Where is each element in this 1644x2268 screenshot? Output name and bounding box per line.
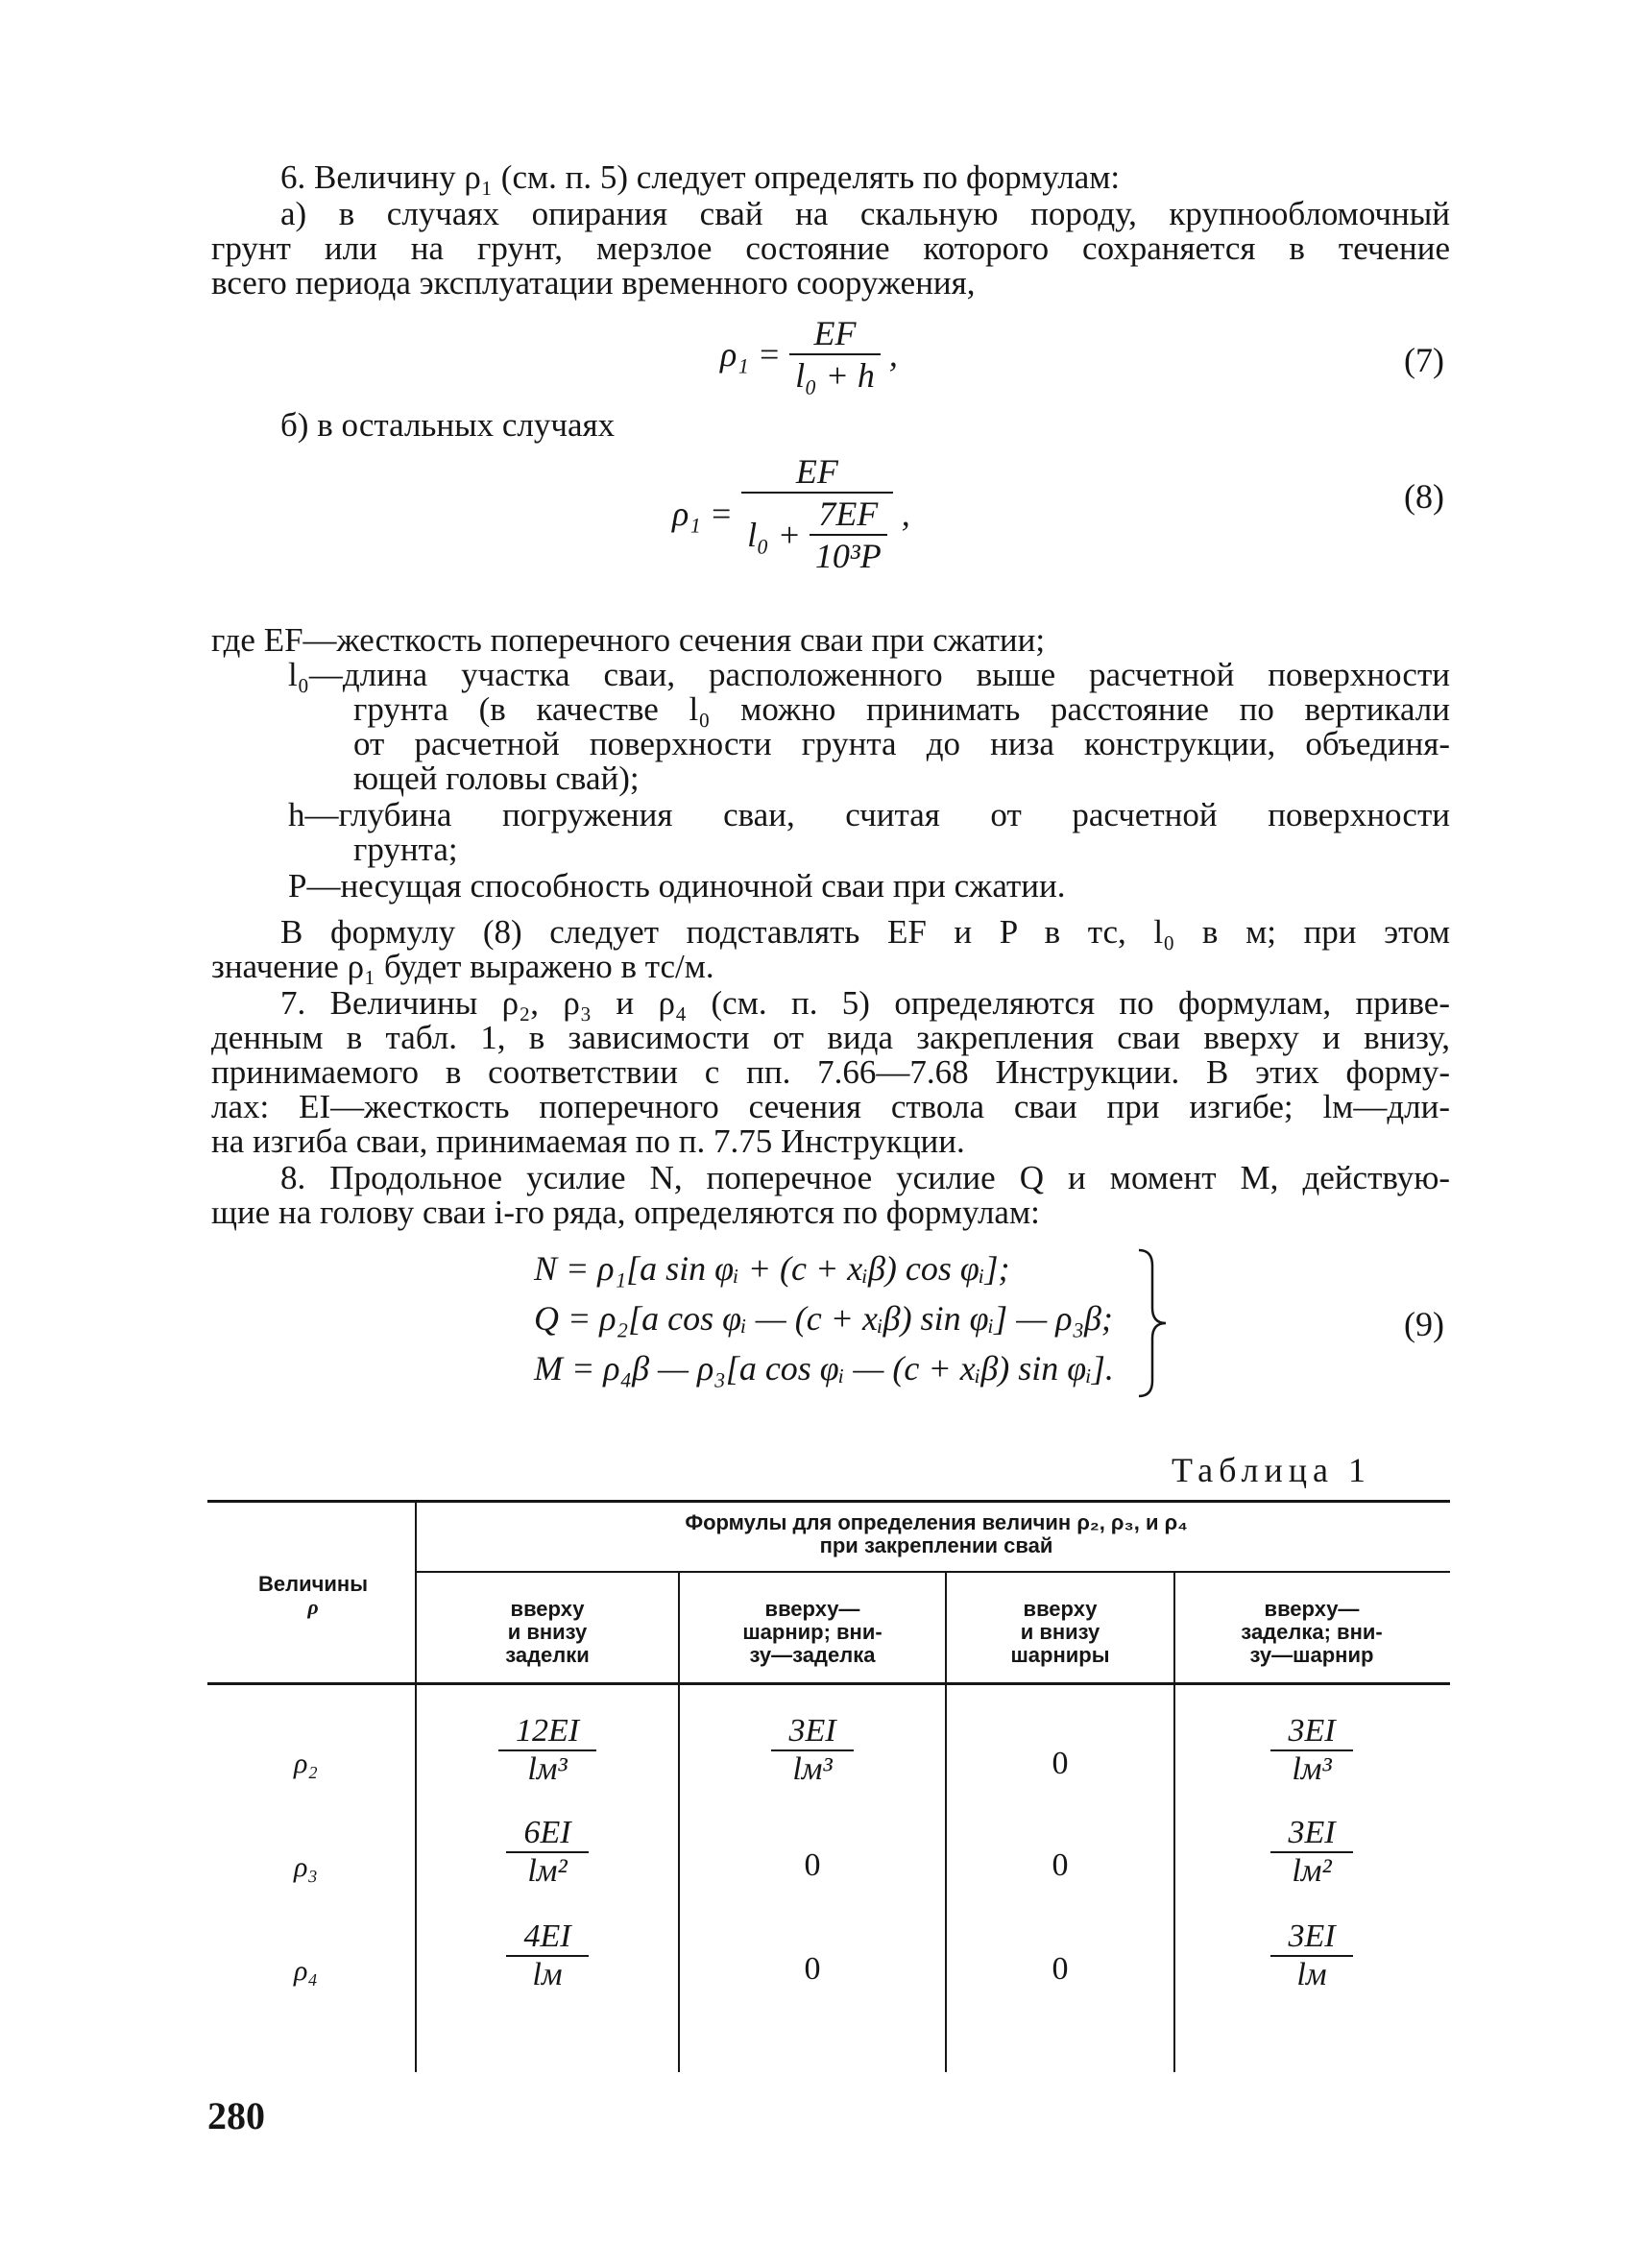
table-row3-col2: 0 bbox=[804, 1951, 821, 1987]
cell-denominator: lм bbox=[532, 1957, 563, 1992]
units-line2: значение ρ₁ будет выражено в тс/м. bbox=[211, 948, 714, 985]
para6-a-line1: а) в случаях опирания свай на скальную породу, крупнообломочный bbox=[280, 195, 1450, 232]
cell-numerator: 6EI bbox=[523, 1815, 571, 1850]
page-number: 280 bbox=[207, 2094, 265, 2137]
formula-8-number: (8) bbox=[1404, 477, 1444, 516]
para6-a-line2: грунт или на грунт, мерзлое состояние которого сохраняется в течение bbox=[211, 229, 1450, 267]
col1-line1: вверху bbox=[510, 1597, 585, 1621]
table-corner-symbol: ρ bbox=[307, 1595, 319, 1619]
col1-line2: и внизу bbox=[507, 1620, 588, 1644]
col1-line3: заделки bbox=[505, 1643, 590, 1667]
formula-8-inner-fraction bbox=[810, 494, 887, 576]
cell-denominator: lм³ bbox=[792, 1751, 833, 1787]
para8-line2: щие на голову сваи i-го ряда, определяются по формулам: bbox=[211, 1194, 1040, 1231]
table-row1-col3: 0 bbox=[1052, 1746, 1069, 1781]
para6-a-line3: всего периода эксплуатации временного сооружения, bbox=[211, 264, 976, 302]
formula-8-lhs: ρ₁ = bbox=[672, 495, 734, 533]
table-row1-col2 bbox=[682, 1713, 943, 1788]
table-title: Таблица 1 bbox=[1172, 1451, 1371, 1489]
legend-l0-line2: грунта (в качестве l₀ можно принимать расстояние по вертикали bbox=[353, 690, 1450, 728]
col4-line2: заделка; вни- bbox=[1241, 1620, 1383, 1644]
para8-line1: 8. Продольное усилие N, поперечное усилие Q и момент M, действую- bbox=[280, 1159, 1450, 1196]
formula-7-denominator: l₀ + h bbox=[795, 356, 875, 395]
table-row2-col1 bbox=[419, 1815, 676, 1890]
row-label-rho3: ρ₃ bbox=[294, 1851, 318, 1883]
para6-line1: 6. Величину ρ₁ (см. п. 5) следует определять по формулам: bbox=[280, 158, 1121, 196]
formula-8-den-term: l₀ + bbox=[747, 516, 801, 554]
table-group-header bbox=[423, 1511, 1450, 1557]
table-row2-col3: 0 bbox=[1052, 1847, 1069, 1883]
para7-line4: лах: EI—жесткость поперечного сечения ствола сваи при изгибе; lм—дли- bbox=[211, 1088, 1450, 1125]
cell-numerator: 12EI bbox=[515, 1713, 580, 1749]
formula-7-number: (7) bbox=[1404, 341, 1444, 379]
table-group-header-line2: при закреплении свай bbox=[819, 1533, 1053, 1557]
formula-7 bbox=[720, 313, 898, 396]
legend-p: P—несущая способность одиночной сваи при сжатии. bbox=[288, 867, 1066, 905]
table-row3-col1 bbox=[419, 1918, 676, 1993]
formula-8-comma: , bbox=[901, 495, 910, 533]
cell-numerator: 3EI bbox=[1288, 1815, 1336, 1850]
legend-h-line1: h—глубина погружения сваи, считая от расчетной поверхности bbox=[288, 796, 1450, 833]
table-col-header-4 bbox=[1177, 1598, 1446, 1667]
formula-7-lhs: ρ₁ = bbox=[720, 335, 782, 374]
formula-9-m: M = ρ₄β — ρ₃[a cos φᵢ — (c + xᵢβ) sin φᵢ]. bbox=[534, 1349, 1114, 1387]
table-row2-col2: 0 bbox=[804, 1847, 821, 1883]
formula-7-fraction bbox=[789, 313, 881, 396]
legend-l0-line1: l₀—длина участка сваи, расположенного выше расчетной поверхности bbox=[288, 656, 1450, 693]
row-label-rho2: ρ₂ bbox=[294, 1748, 318, 1779]
para6-b: б) в остальных случаях bbox=[280, 406, 616, 444]
para7-line1: 7. Величины ρ₂, ρ₃ и ρ₄ (см. п. 5) определяются по формулам, приве- bbox=[280, 984, 1450, 1022]
formula-9-brace bbox=[1133, 1246, 1172, 1400]
cell-numerator: 3EI bbox=[788, 1713, 836, 1749]
cell-denominator: lм bbox=[1296, 1957, 1327, 1992]
table-col-header-3 bbox=[949, 1598, 1172, 1667]
table-vline-1 bbox=[415, 1500, 417, 2072]
formula-8-inner-denominator: 10³P bbox=[814, 537, 882, 575]
formula-8-fraction bbox=[741, 451, 893, 576]
table-vline-3 bbox=[945, 1573, 947, 2072]
cell-numerator: 4EI bbox=[523, 1918, 571, 1954]
formula-8-denominator bbox=[741, 494, 893, 576]
col3-line2: и внизу bbox=[1020, 1620, 1100, 1644]
table-row3-col3: 0 bbox=[1052, 1951, 1069, 1987]
col2-line3: зу—заделка bbox=[749, 1643, 876, 1667]
table-vline-4 bbox=[1173, 1573, 1175, 2072]
legend-ef: где EF—жесткость поперечного сечения сваи при сжатии; bbox=[211, 621, 1046, 659]
formula-8-numerator: EF bbox=[795, 452, 838, 491]
cell-denominator: lм² bbox=[527, 1853, 568, 1889]
para7-line2: денным в табл. 1, в зависимости от вида закрепления сваи вверху и внизу, bbox=[211, 1019, 1450, 1056]
table-col-header-2 bbox=[682, 1598, 943, 1667]
table-row2-col4 bbox=[1177, 1815, 1446, 1890]
formula-8-inner-numerator: 7EF bbox=[818, 495, 879, 533]
formula-7-numerator: EF bbox=[813, 314, 857, 352]
cell-denominator: lм³ bbox=[527, 1751, 568, 1787]
formula-7-comma: , bbox=[888, 335, 898, 374]
cell-denominator: lм³ bbox=[1292, 1751, 1332, 1787]
col2-line1: вверху— bbox=[764, 1597, 860, 1621]
row-label-rho4: ρ₄ bbox=[294, 1955, 318, 1987]
table-row3-col4 bbox=[1177, 1918, 1446, 1993]
cell-numerator: 3EI bbox=[1288, 1918, 1336, 1954]
table-group-rule bbox=[415, 1571, 1450, 1573]
legend-h-line2: грунта; bbox=[353, 831, 458, 868]
col2-line2: шарнир; вни- bbox=[742, 1620, 882, 1644]
cell-denominator: lм² bbox=[1292, 1853, 1332, 1889]
col3-line3: шарниры bbox=[1010, 1643, 1110, 1667]
cell-numerator: 3EI bbox=[1288, 1713, 1336, 1749]
para7-line5: на изгиба сваи, принимаемая по п. 7.75 Инструкции. bbox=[211, 1122, 965, 1160]
table-row1-col4 bbox=[1177, 1713, 1446, 1788]
legend-l0-line4: ющей головы свай); bbox=[353, 760, 640, 797]
table-vline-2 bbox=[678, 1573, 680, 2072]
units-line1: В формулу (8) следует подставлять EF и P в тс, l₀ в м; при этом bbox=[280, 913, 1450, 951]
formula-9-n: N = ρ₁[a sin φᵢ + (c + xᵢβ) cos φᵢ]; bbox=[534, 1249, 1010, 1288]
formula-8 bbox=[672, 451, 910, 576]
table-col-header-1 bbox=[419, 1598, 676, 1667]
table-row1-col1 bbox=[419, 1713, 676, 1788]
col3-line1: вверху bbox=[1023, 1597, 1098, 1621]
para7-line3: принимаемого в соответствии с пп. 7.66—7.68 Инструкции. В этих форму- bbox=[211, 1053, 1450, 1091]
formula-9-number: (9) bbox=[1404, 1305, 1444, 1343]
col4-line3: зу—шарнир bbox=[1249, 1643, 1374, 1667]
table-corner bbox=[217, 1573, 409, 1619]
table-corner-label: Величины bbox=[258, 1572, 368, 1596]
table-header-rule bbox=[207, 1682, 1450, 1685]
table-top-rule bbox=[207, 1500, 1450, 1503]
formula-9-q: Q = ρ₂[a cos φᵢ — (c + xᵢβ) sin φᵢ] — ρ₃β; bbox=[534, 1299, 1113, 1338]
legend-l0-line3: от расчетной поверхности грунта до низа конструкции, объединя- bbox=[353, 725, 1450, 762]
table-group-header-line1: Формулы для определения величин ρ₂, ρ₃, и ρ₄ bbox=[685, 1510, 1188, 1534]
col4-line1: вверху— bbox=[1264, 1597, 1360, 1621]
